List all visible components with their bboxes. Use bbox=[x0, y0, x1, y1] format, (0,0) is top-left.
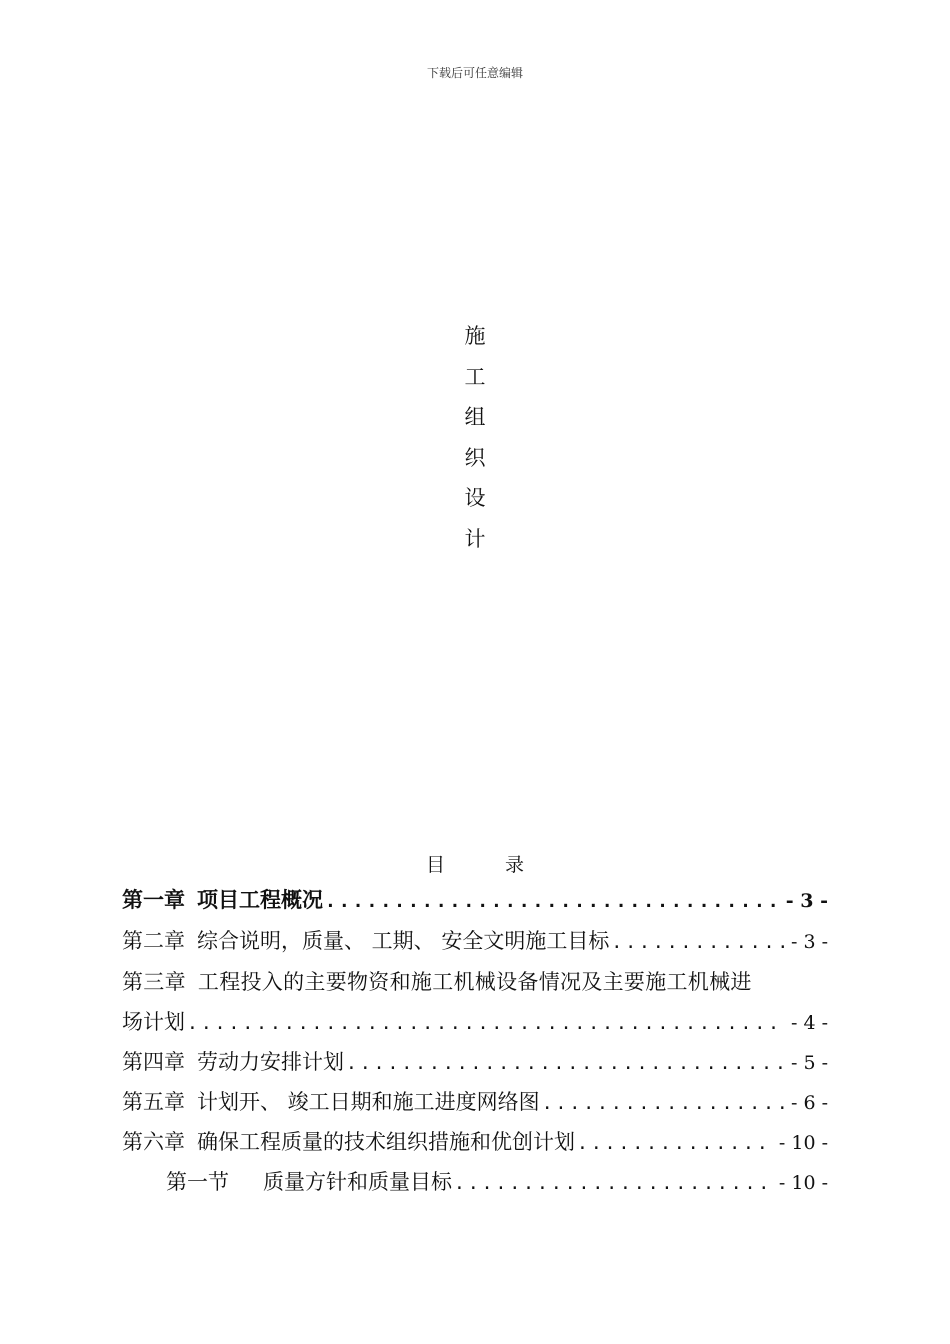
toc-heading bbox=[0, 850, 950, 877]
title-char: 施 bbox=[464, 324, 486, 348]
document-title bbox=[455, 316, 495, 559]
toc-chapter-label: 第四章 bbox=[122, 1050, 185, 1074]
toc-chapter-label: 第六章 bbox=[122, 1130, 185, 1154]
toc-chapter-label: 第二章 bbox=[122, 929, 185, 953]
toc-entry-title-continued: 场计划 bbox=[122, 1010, 185, 1034]
toc-entry-title: 确保工程质量的技术组织措施和优创计划 bbox=[197, 1130, 575, 1154]
toc-entry-line1[interactable] bbox=[122, 966, 828, 996]
toc-heading-left: 目 bbox=[425, 854, 445, 876]
title-char: 设 bbox=[464, 486, 486, 510]
toc-page-number: - 3 - bbox=[790, 931, 828, 953]
toc-entry-title: 工程投入的主要物资和施工机械设备情况及主要施工机械进 bbox=[197, 970, 752, 994]
title-char: 计 bbox=[464, 526, 486, 551]
toc-leader-dots bbox=[575, 1133, 773, 1154]
toc-entry[interactable] bbox=[122, 884, 828, 918]
toc-section-entry[interactable] bbox=[166, 1166, 828, 1200]
toc-page-number: - 6 - bbox=[790, 1092, 828, 1114]
toc-entry-title: 劳动力安排计划 bbox=[197, 1050, 344, 1074]
toc-entry-title: 综合说明，质量、 工期、 安全文明施工目标 bbox=[197, 929, 610, 953]
toc-heading-right: 录 bbox=[505, 854, 525, 876]
toc-section-label: 第一节 bbox=[166, 1170, 229, 1194]
toc-page-number: - 10 - bbox=[778, 1132, 828, 1154]
toc-chapter-label: 第一章 bbox=[122, 888, 185, 912]
toc-leader-dots bbox=[540, 1093, 785, 1114]
toc-page-number: - 10 - bbox=[778, 1172, 828, 1194]
toc-leader-dots bbox=[185, 1013, 785, 1034]
toc-page-number: - 3 - bbox=[785, 890, 828, 912]
toc-entry[interactable] bbox=[122, 1046, 828, 1080]
toc-leader-dots bbox=[452, 1173, 773, 1194]
page-header-note: 下载后可任意编辑 bbox=[426, 66, 523, 80]
toc-chapter-label: 第三章 bbox=[122, 970, 186, 994]
title-char: 组 bbox=[464, 405, 486, 429]
toc-entry[interactable] bbox=[122, 1126, 828, 1160]
toc-entry[interactable] bbox=[122, 925, 828, 959]
toc-leader-dots bbox=[323, 891, 780, 912]
toc-page-number: - 5 - bbox=[790, 1052, 828, 1074]
toc-page-number: - 4 - bbox=[790, 1012, 828, 1034]
toc-chapter-label: 第五章 bbox=[122, 1090, 185, 1114]
toc-entry-title: 计划开、 竣工日期和施工进度网络图 bbox=[197, 1090, 540, 1114]
title-char: 织 bbox=[464, 445, 486, 470]
toc-entry[interactable] bbox=[122, 1086, 828, 1120]
toc-leader-dots bbox=[344, 1053, 785, 1074]
toc-entry-line2[interactable] bbox=[122, 1006, 828, 1040]
toc-leader-dots bbox=[609, 932, 785, 953]
toc-entry-title: 质量方针和质量目标 bbox=[263, 1170, 452, 1194]
title-char: 工 bbox=[464, 364, 486, 389]
toc-entry-title: 项目工程概况 bbox=[197, 888, 323, 912]
